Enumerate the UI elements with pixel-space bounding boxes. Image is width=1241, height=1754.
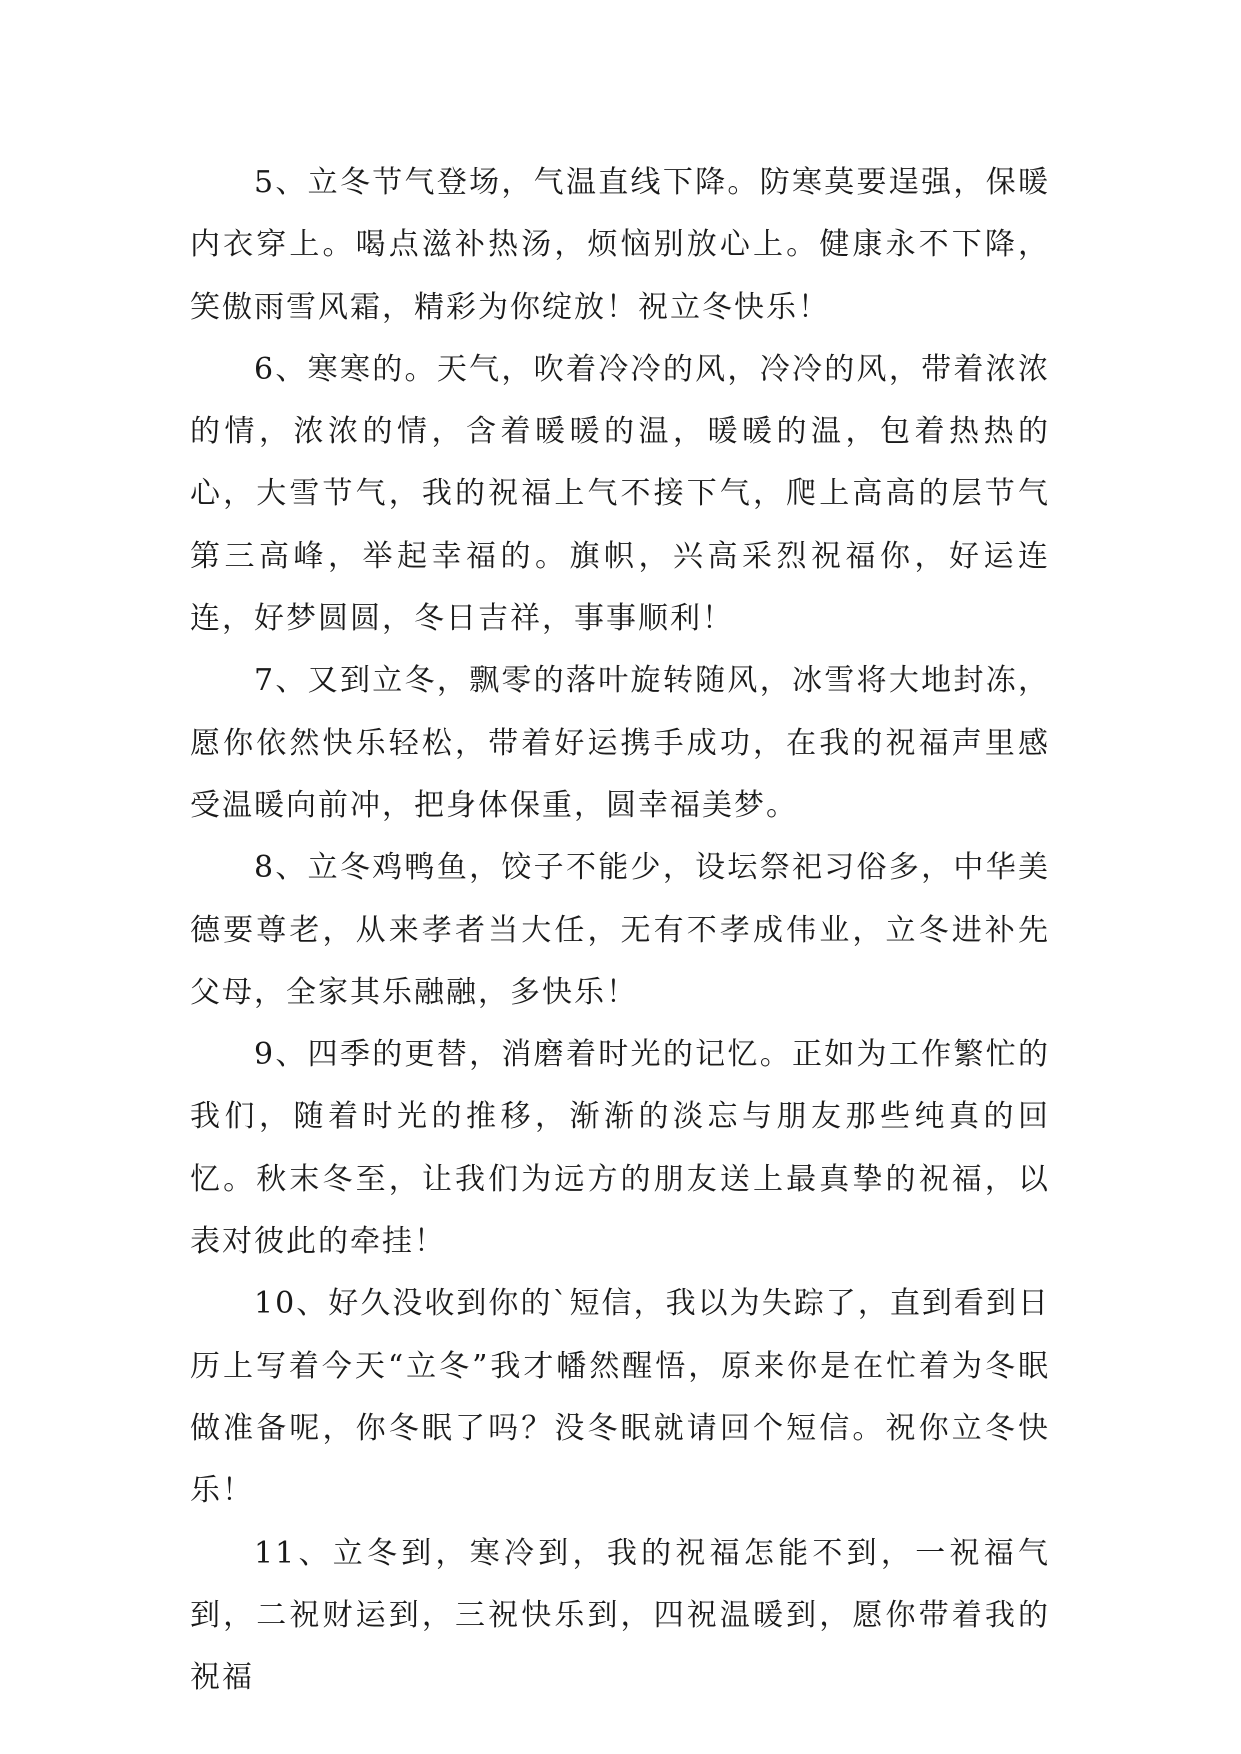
paragraph-8: 8、立冬鸡鸭鱼，饺子不能少，设坛祭祀习俗多，中华美德要尊老，从来孝者当大任，无有不孝成伟业，立冬进补先父母，全家其乐融融，多快乐！ bbox=[190, 850, 1050, 1010]
paragraph-5: 5、立冬节气登场，气温直线下降。防寒莫要逞强，保暖内衣穿上。喝点滋补热汤，烦恼别放心上。健康永不下降，笑傲雨雪风霜，精彩为你绽放！祝立冬快乐！ bbox=[190, 165, 1050, 325]
paragraph-11: 11、立冬到，寒冷到，我的祝福怎能不到，一祝福气到，二祝财运到，三祝快乐到，四祝温暖到，愿你带着我的祝福 bbox=[190, 1535, 1050, 1696]
paragraph-6: 6、寒寒的。天气，吹着冷冷的风，冷冷的风，带着浓浓的情，浓浓的情，含着暖暖的温，暖暖的温，包着热热的心，大雪节气，我的祝福上气不接下气，爬上高高的层节气第三高峰，举起幸福的。旗帜，兴高采烈祝福你，好运连连，好梦圆圆，冬日吉祥，事事顺利！ bbox=[190, 351, 1050, 637]
paragraph-7: 7、又到立冬，飘零的落叶旋转随风，冰雪将大地封冻，愿你依然快乐轻松，带着好运携手成功，在我的祝福声里感受温暖向前冲，把身体保重，圆幸福美梦。 bbox=[190, 663, 1050, 823]
document-body bbox=[190, 152, 1050, 1709]
paragraph-10: 10、好久没收到你的`短信，我以为失踪了，直到看到日历上写着今天“立冬”我才幡然醒悟，原来你是在忙着为冬眠做准备呢，你冬眠了吗？没冬眠就请回个短信。祝你立冬快乐！ bbox=[190, 1286, 1050, 1509]
paragraph-9: 9、四季的更替，消磨着时光的记忆。正如为工作繁忙的我们，随着时光的推移，渐渐的淡忘与朋友那些纯真的回忆。秋末冬至，让我们为远方的朋友送上最真挚的祝福，以表对彼此的牵挂！ bbox=[190, 1037, 1050, 1260]
